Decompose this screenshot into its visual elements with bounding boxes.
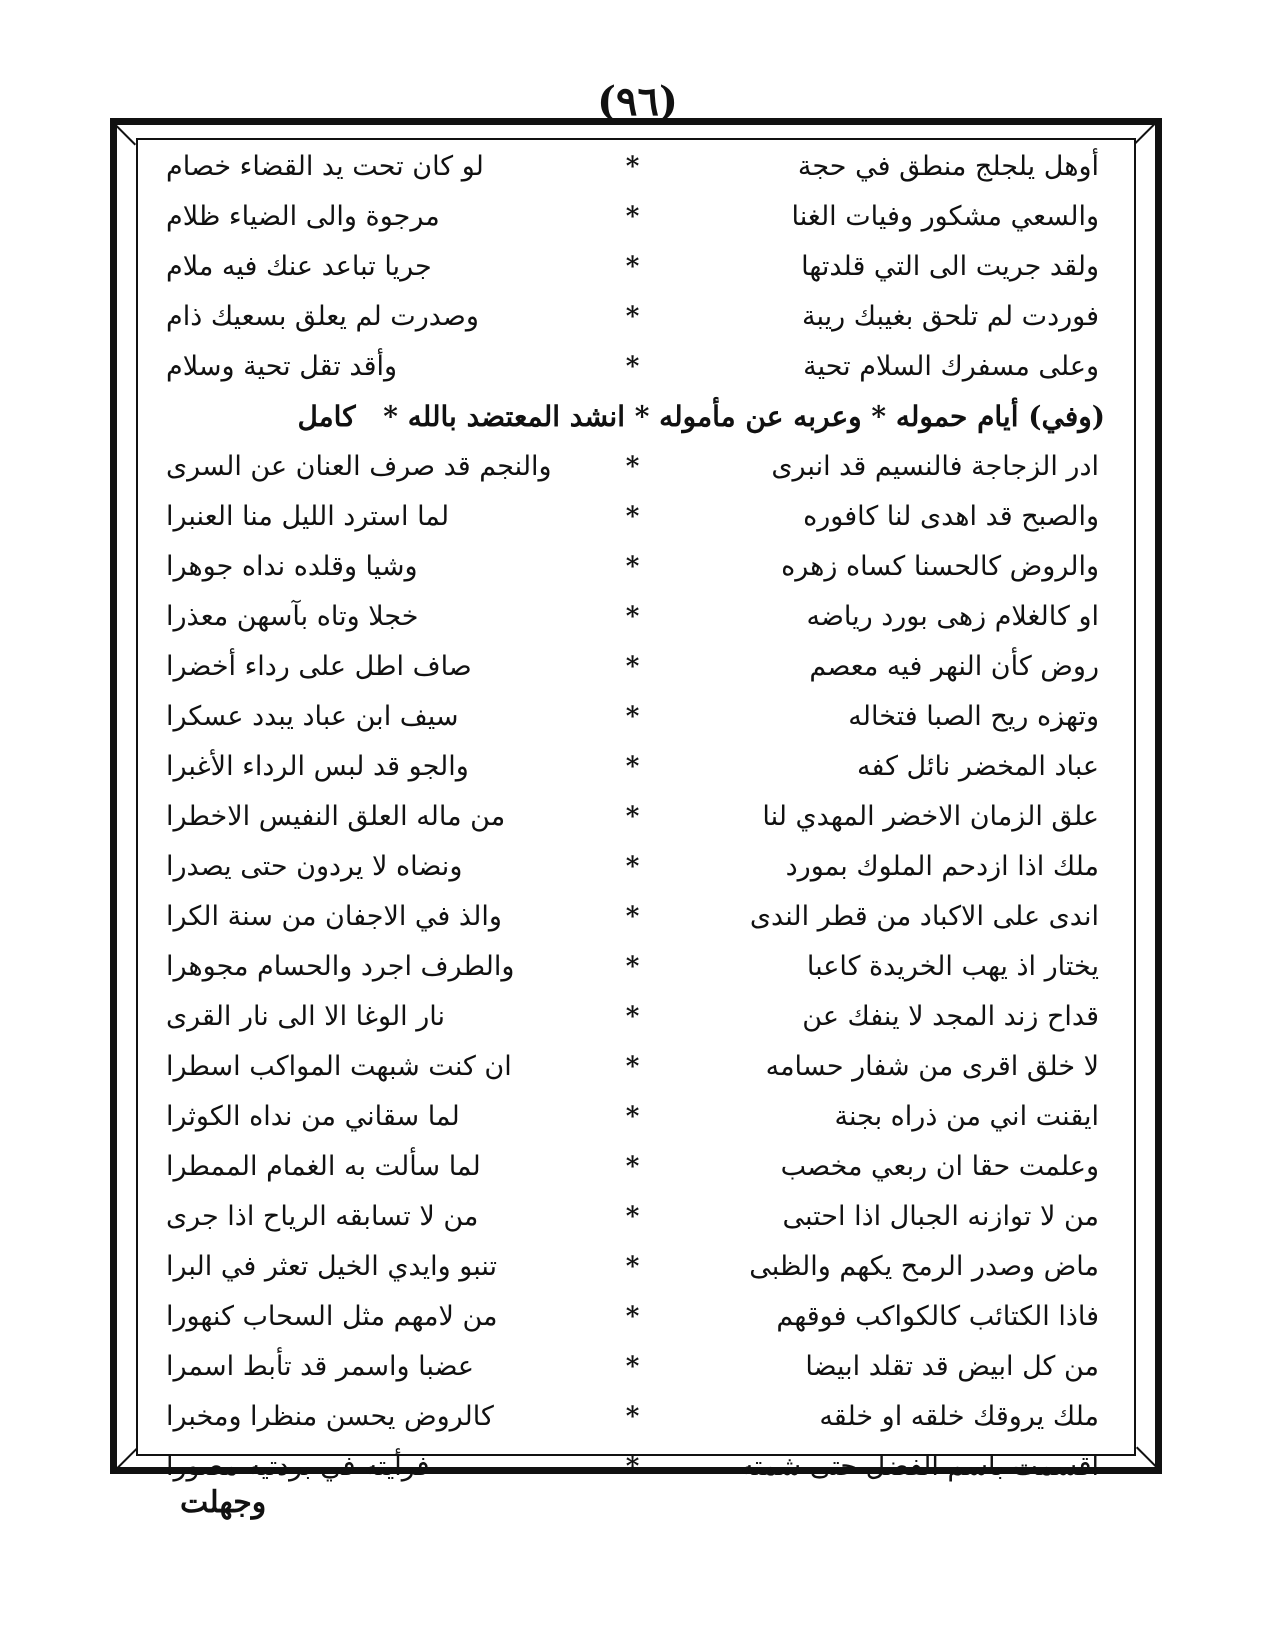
asterisk-separator: * — [625, 1302, 640, 1332]
verse-line — [160, 492, 1105, 542]
verse-second-hemistich: مرجوة والى الضياء ظلام — [166, 201, 440, 232]
verse-first-hemistich: فوردت لم تلحق بغيبك ريبة — [801, 301, 1099, 332]
verse-line — [160, 342, 1105, 392]
verse-first-hemistich: اقسمت باسم الفضل حتى شمته — [740, 1451, 1099, 1482]
asterisk-separator: * — [625, 902, 640, 932]
asterisk-separator: * — [625, 1152, 640, 1182]
verse-line — [160, 792, 1105, 842]
verse-first-hemistich: وعلمت حقا ان ربعي مخصب — [780, 1151, 1099, 1182]
verse-first-hemistich: عباد المخضر نائل كفه — [856, 751, 1099, 782]
asterisk-separator: * — [625, 1452, 640, 1482]
verse-second-hemistich: كالروض يحسن منظرا ومخبرا — [166, 1401, 494, 1432]
verse-second-hemistich: فرأيته في بردتيه مصورا — [166, 1451, 430, 1482]
verse-second-hemistich: سيف ابن عباد يبدد عسكرا — [166, 701, 459, 732]
verse-second-hemistich: صاف اطل على رداء أخضرا — [166, 651, 472, 682]
section-heading — [160, 392, 1105, 442]
verse-line — [160, 1042, 1105, 1092]
verse-line — [160, 442, 1105, 492]
asterisk-separator: * — [625, 802, 640, 832]
verse-second-hemistich: لما سقاني من نداه الكوثرا — [166, 1101, 460, 1132]
verse-first-hemistich: لا خلق اقرى من شفار حسامه — [765, 1051, 1099, 1082]
stanza-2 — [160, 442, 1105, 1492]
verse-line — [160, 1092, 1105, 1142]
poetic-meter-label: كامل — [297, 400, 356, 433]
verse-second-hemistich: ونضاه لا يردون حتى يصدرا — [166, 851, 463, 882]
stanza-1 — [160, 142, 1105, 392]
verse-first-hemistich: فاذا الكتائب كالكواكب فوقهم — [776, 1301, 1099, 1332]
asterisk-separator: * — [625, 502, 640, 532]
verse-first-hemistich: ملك يروقك خلقه او خلقه — [819, 1401, 1099, 1432]
verse-line — [160, 1142, 1105, 1192]
verse-first-hemistich: والسعي مشكور وفيات الغنا — [791, 201, 1099, 232]
heading-text: (وفي) أيام حموله * وعربه عن مأموله * انشد المعتضد بالله * — [383, 400, 1105, 433]
asterisk-separator: * — [625, 1052, 640, 1082]
verse-second-hemistich: ان كنت شبهت المواكب اسطرا — [166, 1051, 512, 1082]
verse-first-hemistich: قداح زند المجد لا ينفك عن — [802, 1001, 1099, 1032]
asterisk-separator: * — [625, 252, 640, 282]
verse-first-hemistich: او كالغلام زهى بورد رياضه — [806, 601, 1099, 632]
verse-first-hemistich: ملك اذا ازدحم الملوك بمورد — [785, 851, 1099, 882]
asterisk-separator: * — [625, 1402, 640, 1432]
verse-second-hemistich: والجو قد لبس الرداء الأغبرا — [166, 751, 469, 782]
verse-line — [160, 242, 1105, 292]
verse-first-hemistich: أوهل يلجلج منطق في حجة — [797, 151, 1099, 182]
verse-line — [160, 542, 1105, 592]
page-number: (٩٦) — [597, 78, 678, 125]
verse-first-hemistich: يختار اذ يهب الخريدة كاعبا — [806, 951, 1099, 982]
verse-second-hemistich: من لا تسابقه الرياح اذا جرى — [166, 1201, 479, 1232]
verse-first-hemistich: ادر الزجاجة فالنسيم قد انبرى — [771, 451, 1099, 482]
verse-second-hemistich: والذ في الاجفان من سنة الكرا — [166, 901, 502, 932]
verse-second-hemistich: وصدرت لم يعلق بسعيك ذام — [166, 301, 479, 332]
verse-line — [160, 592, 1105, 642]
verse-second-hemistich: لما استرد الليل منا العنبرا — [166, 501, 450, 532]
asterisk-separator: * — [625, 952, 640, 982]
catchword: وجهلت — [180, 1485, 267, 1520]
verse-first-hemistich: وتهزه ريح الصبا فتخاله — [848, 701, 1099, 732]
verse-second-hemistich: لما سألت به الغمام الممطرا — [166, 1151, 481, 1182]
verse-line — [160, 942, 1105, 992]
asterisk-separator: * — [625, 702, 640, 732]
verse-line — [160, 1442, 1105, 1492]
verse-first-hemistich: من كل ابيض قد تقلد ابيضا — [805, 1351, 1099, 1382]
verse-second-hemistich: خجلا وتاه بآسهن معذرا — [166, 601, 419, 632]
verse-second-hemistich: والطرف اجرد والحسام مجوهرا — [166, 951, 515, 982]
asterisk-separator: * — [625, 1202, 640, 1232]
verse-first-hemistich: ماض وصدر الرمح يكهم والظبى — [749, 1251, 1099, 1282]
asterisk-separator: * — [625, 852, 640, 882]
verse-line — [160, 742, 1105, 792]
asterisk-separator: * — [625, 302, 640, 332]
verse-first-hemistich: روض كأن النهر فيه معصم — [809, 651, 1099, 682]
verse-first-hemistich: والروض كالحسنا كساه زهره — [781, 551, 1099, 582]
verse-second-hemistich: والنجم قد صرف العنان عن السرى — [166, 451, 552, 482]
verse-second-hemistich: عضبا واسمر قد تأبط اسمرا — [166, 1351, 474, 1382]
verse-line — [160, 842, 1105, 892]
asterisk-separator: * — [625, 552, 640, 582]
asterisk-separator: * — [625, 652, 640, 682]
asterisk-separator: * — [625, 1352, 640, 1382]
verse-first-hemistich: علق الزمان الاخضر المهدي لنا — [762, 801, 1099, 832]
verse-first-hemistich: والصبح قد اهدى لنا كافوره — [803, 501, 1099, 532]
verse-second-hemistich: جريا تباعد عنك فيه ملام — [166, 251, 432, 282]
verse-line — [160, 992, 1105, 1042]
poem-body — [160, 142, 1105, 1492]
verse-second-hemistich: نار الوغا الا الى نار القرى — [166, 1001, 446, 1032]
asterisk-separator: * — [625, 602, 640, 632]
verse-line — [160, 892, 1105, 942]
verse-line — [160, 692, 1105, 742]
verse-line — [160, 292, 1105, 342]
verse-first-hemistich: اندى على الاكباد من قطر الندى — [749, 901, 1099, 932]
verse-second-hemistich: لو كان تحت يد القضاء خصام — [166, 151, 484, 182]
verse-second-hemistich: من ماله العلق النفيس الاخطرا — [166, 801, 506, 832]
verse-line — [160, 192, 1105, 242]
verse-second-hemistich: تنبو وايدي الخيل تعثر في البرا — [166, 1251, 498, 1282]
verse-second-hemistich: من لامهم مثل السحاب كنهورا — [166, 1301, 498, 1332]
verse-first-hemistich: ولقد جريت الى التي قلدتها — [801, 251, 1099, 282]
asterisk-separator: * — [625, 352, 640, 382]
verse-line — [160, 1392, 1105, 1442]
asterisk-separator: * — [625, 152, 640, 182]
verse-line — [160, 1292, 1105, 1342]
verse-first-hemistich: من لا توازنه الجبال اذا احتبى — [782, 1201, 1099, 1232]
verse-first-hemistich: ايقنت اني من ذراه بجنة — [834, 1101, 1099, 1132]
verse-line — [160, 1192, 1105, 1242]
asterisk-separator: * — [625, 1252, 640, 1282]
verse-first-hemistich: وعلى مسفرك السلام تحية — [803, 351, 1099, 382]
asterisk-separator: * — [625, 1102, 640, 1132]
verse-line — [160, 642, 1105, 692]
verse-second-hemistich: وأقد تقل تحية وسلام — [166, 351, 398, 382]
asterisk-separator: * — [625, 202, 640, 232]
asterisk-separator: * — [625, 1002, 640, 1032]
verse-line — [160, 1242, 1105, 1292]
verse-line — [160, 1342, 1105, 1392]
asterisk-separator: * — [625, 752, 640, 782]
asterisk-separator: * — [625, 452, 640, 482]
verse-line — [160, 142, 1105, 192]
verse-second-hemistich: وشيا وقلده نداه جوهرا — [166, 551, 418, 582]
